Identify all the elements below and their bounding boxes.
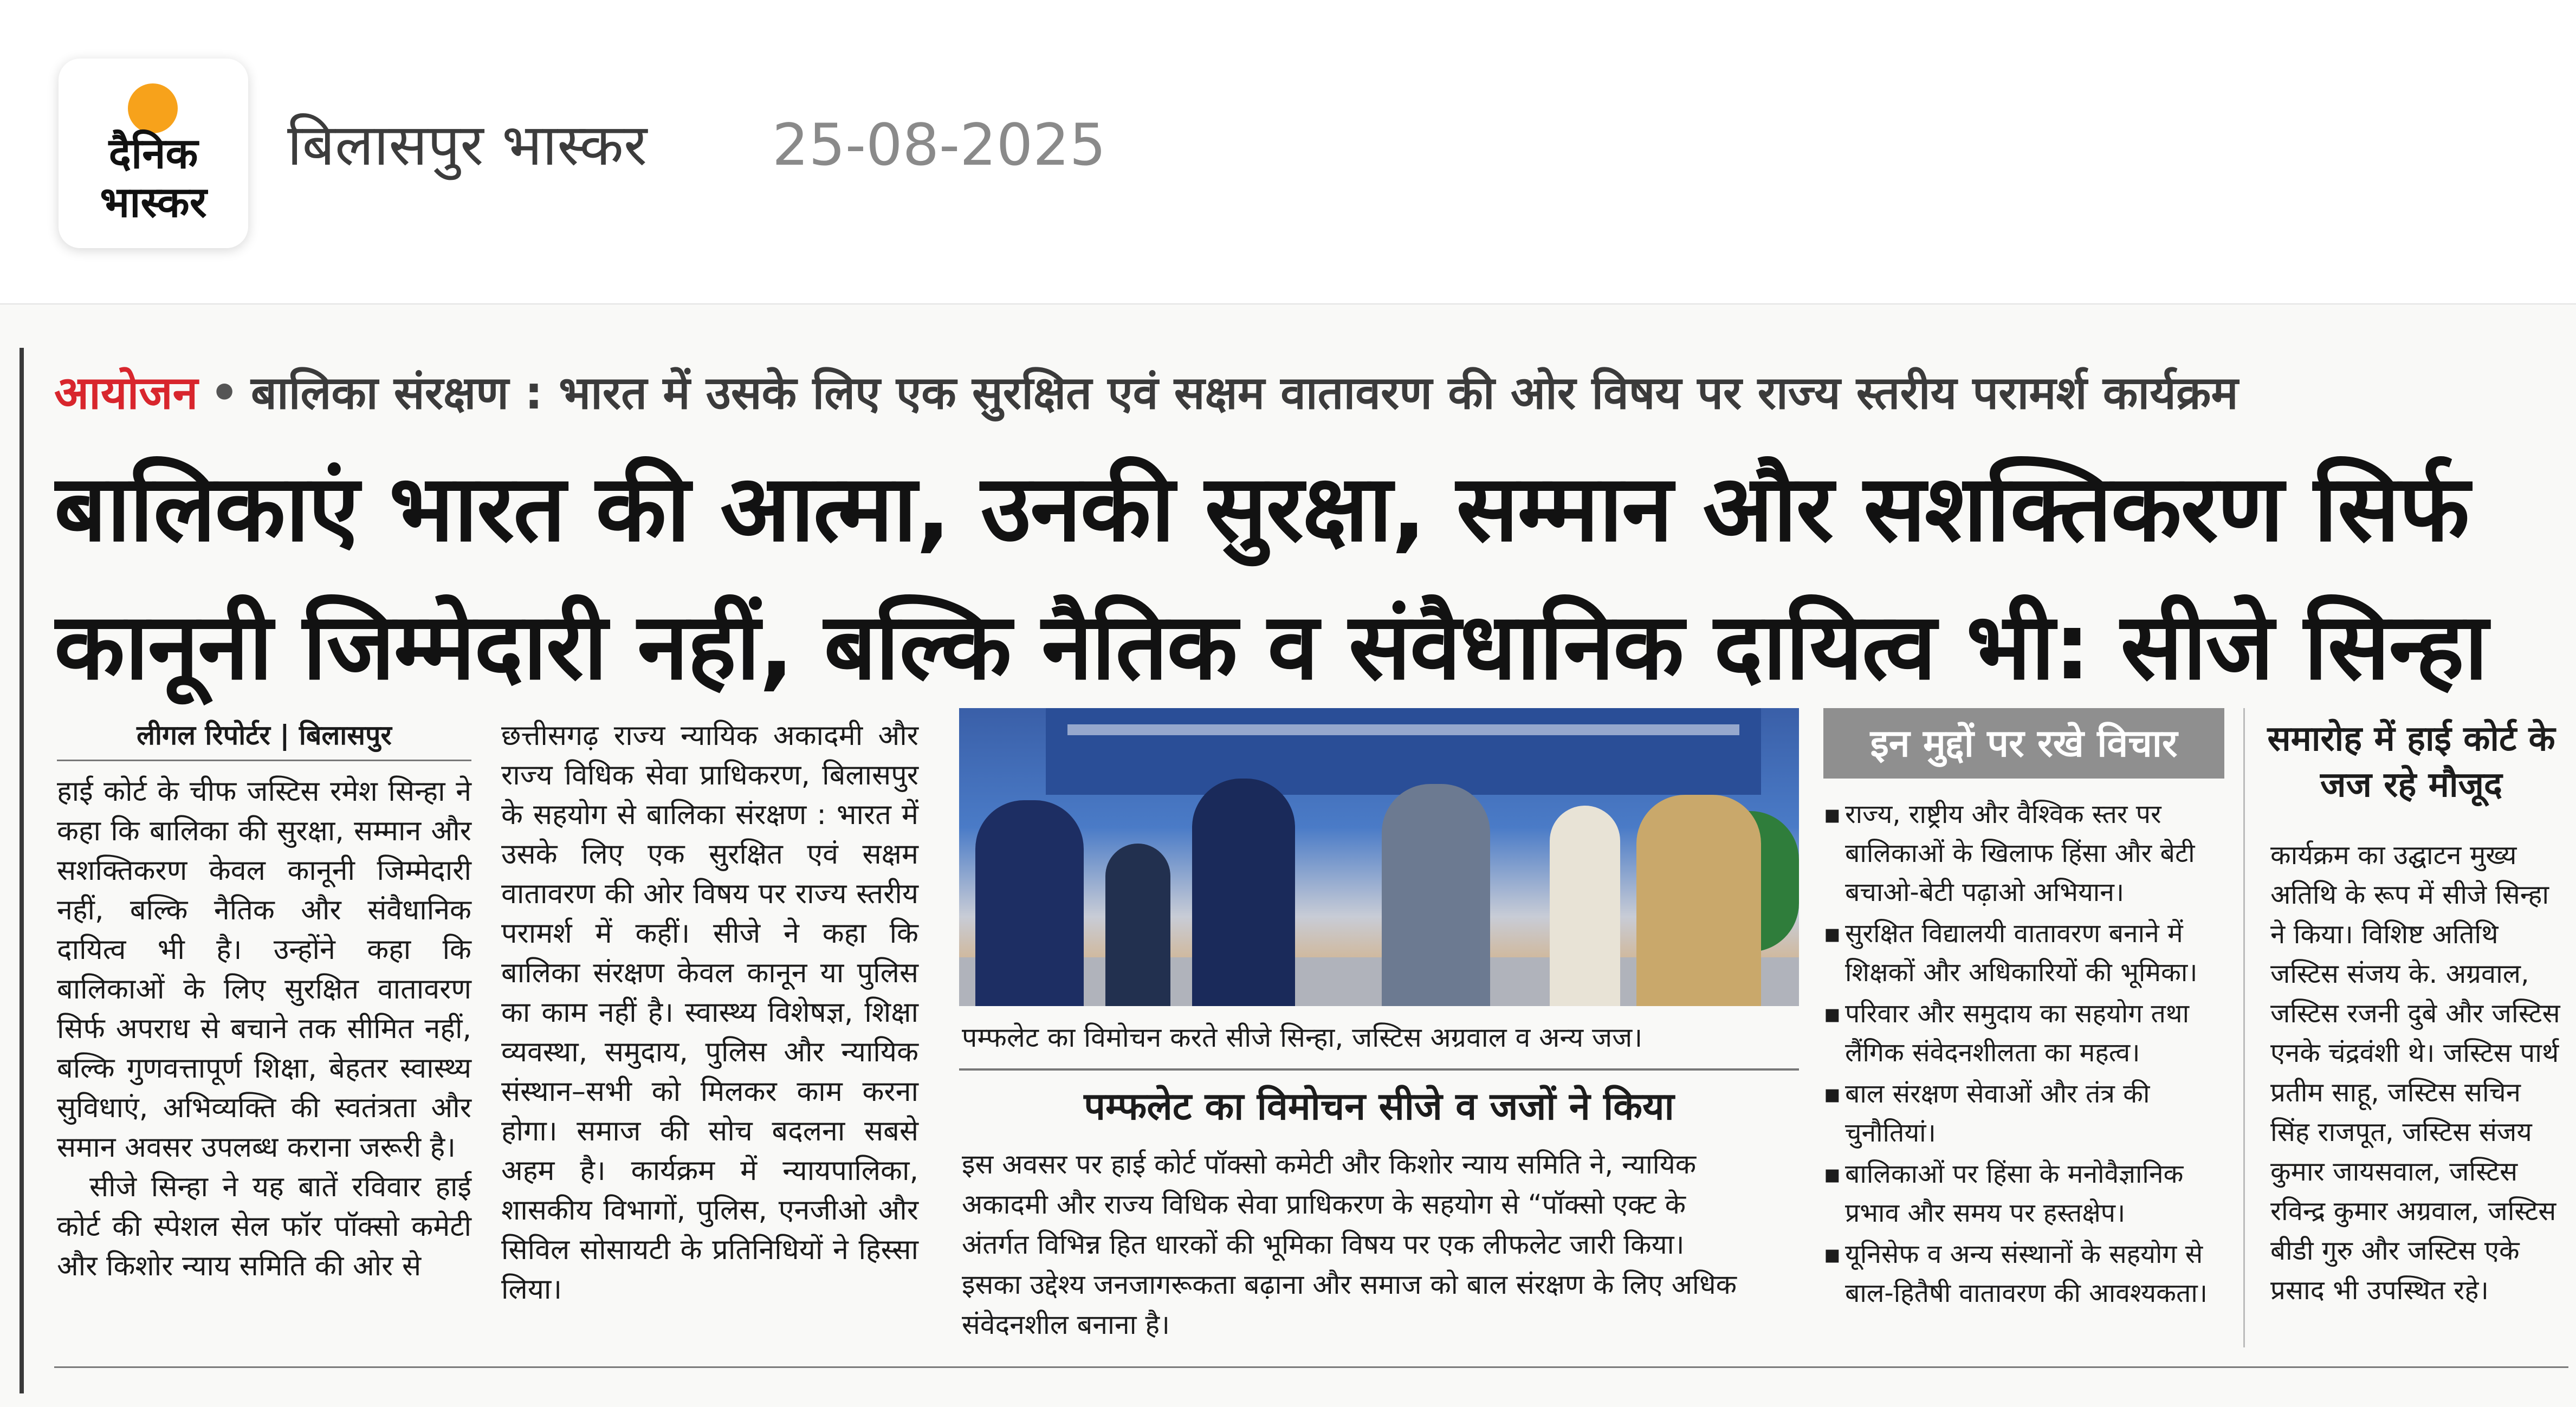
issue-item: ▪ राज्य, राष्ट्रीय और वैश्विक स्तर पर बालिकाओं के खिलाफ हिंसा और बेटी बचाओ-बेटी पढ़ाओ अभियान। — [1823, 795, 2241, 912]
sidebar-text: कार्यक्रम का उद्घाटन मुख्य अतिथि के रूप में सीजे सिन्हा ने किया। विशिष्ट अतिथि जस्टिस संजय के. अग्रवाल, जस्टिस रजनी दुबे और जस्टिस एनके चंद्रवंशी थे। जस्टिस पार्थ प्रतीम साहू, जस्टिस सचिन सिंह राजपूत, जस्टिस संजय कुमार जायसवाल, जस्टिस रविन्द्र कुमार अग्रवाल, जस्टिस बीडी गुरु और जस्टिस एके प्रसाद भी उपस्थित रहे। — [2270, 840, 2560, 1306]
col2-paragraph: छत्तीसगढ़ राज्य न्यायिक अकादमी और राज्य विधिक सेवा प्राधिकरण, बिलासपुर के सहयोग से बालिका संरक्षण : भारत में उसके लिए एक सुरक्षित एवं सक्षम वातावरण की ओर विषय पर राज्य स्तरीय परामर्श में कहीं। सीजे ने कहा कि बालिका संरक्षण केवल कानून या पुलिस का काम नहीं है। स्वास्थ्य विशेषज्ञ, शिक्षा व्यवस्था, समुदाय, पुलिस और न्यायिक संस्थान–सभी को मिलकर काम करना होगा। समाज की सोच बदलना सबसे अहम है। कार्यक्रम में न्यायपालिका, शासकीय विभागों, पुलिस, एनजीओ और सिविल सोसायटी के प्रतिनिधियों ने हिस्सा लिया। — [501, 719, 918, 1306]
photo-person-6 — [1636, 795, 1761, 1006]
publication-date: 25-08-2025 — [772, 112, 1106, 178]
app-header — [0, 0, 2576, 303]
col1-paragraph-2: सीजे सिन्हा ने यह बातें रविवार हाई कोर्ट की स्पेशल सेल फॉर पॉक्सो कमेटी और किशोर न्याय समिति की ओर से — [57, 1171, 471, 1282]
headline-line-1: बालिकाएं भारत की आत्मा, उनकी सुरक्षा, सम्मान और सशक्तिकरण सिर्फ — [54, 455, 2469, 562]
photo-person-2 — [1105, 844, 1170, 1006]
byline: लीगल रिपोर्टर | बिलासपुर — [57, 716, 471, 761]
newspaper-clipping — [0, 303, 2576, 1407]
kicker-text: बालिका संरक्षण : भारत में उसके लिए एक सुरक्षित एवं सक्षम वातावरण की ओर विषय पर राज्य स्तरीय परामर्श कार्यक्रम — [250, 366, 2238, 419]
dainik-bhaskar-logo[interactable] — [59, 59, 248, 248]
photo-caption: पम्फलेट का विमोचन करते सीजे सिन्हा, जस्टिस अग्रवाल व अन्य जज। — [962, 1022, 1643, 1053]
clipping-left-edge — [20, 348, 24, 1393]
issue-item: ▪ यूनिसेफ व अन्य संस्थानों के सहयोग से बाल-हितैषी वातावरण की आवश्यकता। — [1823, 1235, 2241, 1313]
issue-item: ▪ बालिकाओं पर हिंसा के मनोवैज्ञानिक प्रभाव और समय पर हस्तक्षेप। — [1823, 1155, 2241, 1233]
article-headline — [54, 440, 2568, 722]
issue-item: ▪ बाल संरक्षण सेवाओं और तंत्र की चुनौतियां। — [1823, 1074, 2241, 1152]
photo-person-5 — [1550, 806, 1620, 1006]
caption-divider — [959, 1068, 1799, 1071]
logo-text-line2: भास्कर — [100, 178, 207, 227]
column-divider — [2243, 708, 2245, 1347]
story2-text: इस अवसर पर हाई कोर्ट पॉक्सो कमेटी और किशोर न्याय समिति ने, न्यायिक अकादमी और राज्य विधिक सेवा प्राधिकरण के सहयोग से “पॉक्सो एक्ट के अंतर्गत विभिन्न हित धारकों की भूमिका विषय पर एक लीफलेट जारी किया। इसका उद्देश्य जनजागरूकता बढ़ाना और समाज को बाल संरक्षण के लिए अधिक संवेदनशील बनाना है। — [962, 1149, 1737, 1340]
article-column-1 — [57, 716, 471, 1286]
headline-line-2: कानूनी जिम्मेदारी नहीं, बल्कि नैतिक व संवैधानिक दायित्व भी: सीजे सिन्हा — [54, 593, 2487, 701]
issue-item: ▪ परिवार और समुदाय का सहयोग तथा लैंगिक संवेदनशीलता का महत्व। — [1823, 994, 2241, 1072]
kicker-label: आयोजन — [54, 366, 198, 419]
article-kicker — [54, 358, 2568, 428]
event-photo — [959, 708, 1799, 1006]
col1-paragraph-1: हाई कोर्ट के चीफ जस्टिस रमेश सिन्हा ने कहा कि बालिका की सुरक्षा, सम्मान और सशक्तिकरण केवल कानूनी जिम्मेदारी नहीं, बल्कि नैतिक और संवैधानिक दायित्व भी है। उन्होंने कहा कि बालिकाओं के लिए सुरक्षित वातावरण सिर्फ अपराध से बचाने तक सीमित नहीं, बल्कि गुणवत्तापूर्ण शिक्षा, बेहतर स्वास्थ्य सुविधाएं, अभिव्यक्ति की स्वतंत्रता और समान अवसर उपलब्ध कराना जरूरी है। — [57, 775, 471, 1164]
issues-box-title: इन मुद्दों पर रखे विचार — [1823, 708, 2224, 779]
issues-list — [1823, 795, 2241, 1315]
logo-text-line1: दैनिक — [108, 129, 198, 178]
photo-stage-banner — [1046, 708, 1761, 795]
bottom-divider — [54, 1366, 2568, 1368]
issue-item: ▪ सुरक्षित विद्यालयी वातावरण बनाने में शिक्षकों और अधिकारियों की भूमिका। — [1823, 914, 2241, 992]
kicker-dot: • — [210, 366, 239, 419]
sidebar-title: समारोह में हाई कोर्ट के जज रहे मौजूद — [2267, 719, 2555, 805]
photo-banner-text — [1067, 724, 1739, 735]
story2-subhead: पम्फलेट का विमोचन सीजे व जजों ने किया — [1084, 1084, 1674, 1129]
photo-person-1 — [975, 800, 1084, 1006]
article-column-2 — [501, 716, 918, 1309]
photo-person-3 — [1192, 779, 1295, 1006]
publication-name: बिलासपुर भास्कर — [287, 112, 648, 178]
photo-person-4 — [1382, 784, 1490, 1006]
logo-sun-icon — [128, 83, 178, 133]
